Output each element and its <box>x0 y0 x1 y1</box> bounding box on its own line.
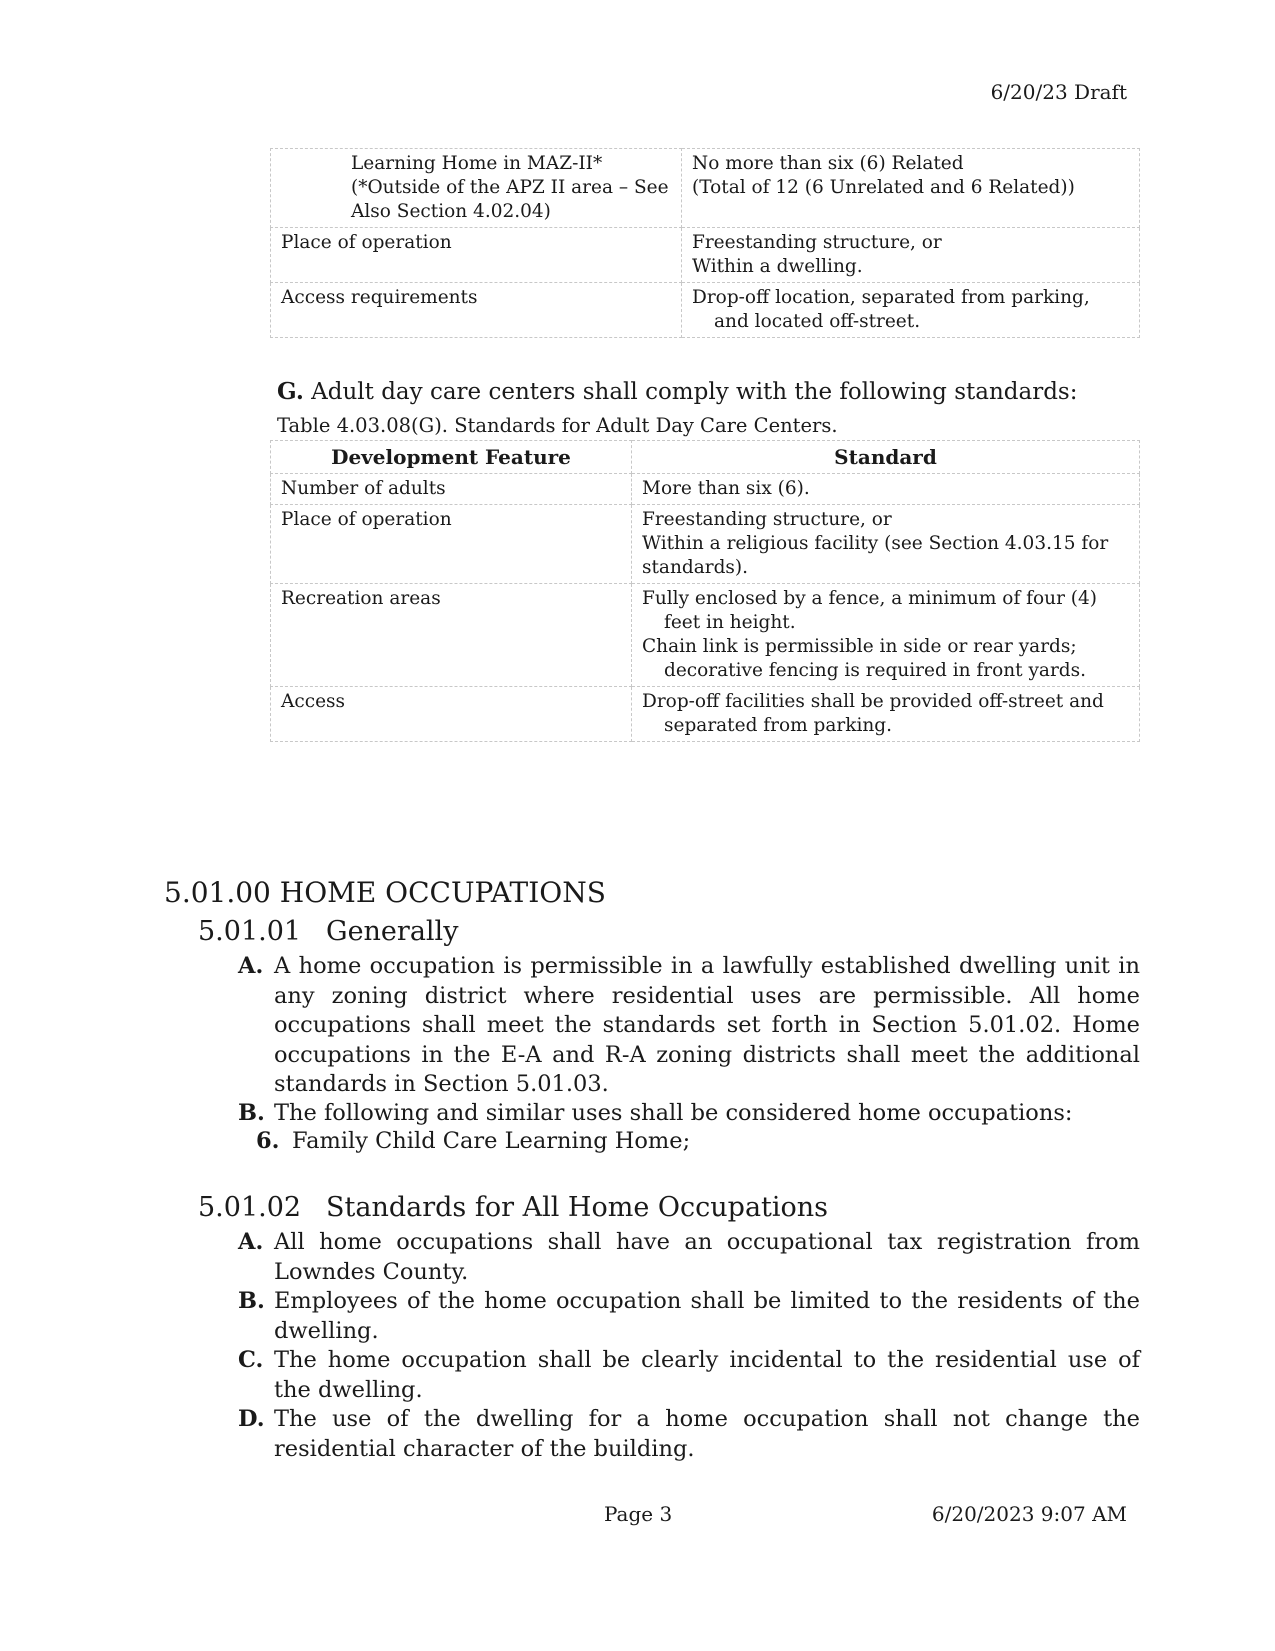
standard-line: Within a religious facility (see Section 4.03.15 for standards). <box>642 533 1109 578</box>
standard-line: Drop-off location, separated from parking, and located off-street. <box>692 287 1090 332</box>
column-header-feature: Development Feature <box>271 441 632 474</box>
standard-line: More than six (6). <box>642 478 810 499</box>
table-row <box>271 149 1140 228</box>
list-item <box>238 1346 1140 1405</box>
table-caption: Table 4.03.08(G). Standards for Adult Day Care Centers. <box>277 414 838 437</box>
table-cell-feature: Place of operation <box>271 505 632 584</box>
standard-line: Drop-off facilities shall be provided off-street and separated from parking. <box>642 691 1104 736</box>
table-row <box>271 687 1140 742</box>
standard-line: Chain link is permissible in side or rear yards; decorative fencing is required in front yards. <box>642 636 1087 681</box>
table-cell-feature: Place of operation <box>271 228 682 283</box>
table-cell-feature: Recreation areas <box>271 584 632 687</box>
footer-timestamp: 6/20/2023 9:07 AM <box>931 1502 1127 1526</box>
list-item <box>238 1287 1140 1346</box>
table-row <box>271 228 1140 283</box>
child-care-standards-table <box>270 148 1140 338</box>
draft-date-header: 6/20/23 Draft <box>990 80 1127 104</box>
table-cell-feature: Number of adults <box>271 474 632 505</box>
item-text: The home occupation shall be clearly incidental to the residential use of the dwelling. <box>274 1347 1140 1403</box>
list-item <box>238 1405 1140 1464</box>
section-title: 5.01.00 HOME OCCUPATIONS <box>164 876 606 909</box>
table-row <box>271 474 1140 505</box>
table-row <box>271 505 1140 584</box>
table-cell-standard <box>682 283 1140 338</box>
subsection-heading <box>198 916 458 947</box>
item-label: B. <box>238 1288 265 1314</box>
table-cell-standard <box>682 228 1140 283</box>
table-row <box>271 584 1140 687</box>
standard-line: Freestanding structure, or <box>642 509 892 530</box>
page-number: Page 3 <box>604 1502 673 1526</box>
item-label: 6. <box>256 1128 280 1154</box>
section-g-text: Adult day care centers shall comply with the following standards: <box>311 379 1078 405</box>
item-text: A home occupation is permissible in a lawfully established dwelling unit in any zoning district where residential uses are permissible. All home occupations shall meet the standards set forth in Section 5.01.02. Home occupations in the E-A and R-A zoning districts shall meet the additional standards in Section 5.01.03. <box>274 953 1140 1097</box>
table-header-row <box>271 441 1140 474</box>
subsection-heading <box>198 1192 828 1223</box>
item-label: A. <box>238 953 264 979</box>
item-label: D. <box>238 1406 265 1432</box>
table-cell-standard <box>632 584 1140 687</box>
table-row <box>271 283 1140 338</box>
list-item <box>238 1228 1140 1287</box>
item-text: All home occupations shall have an occupational tax registration from Lowndes County. <box>274 1229 1140 1285</box>
item-label: A. <box>238 1229 264 1255</box>
subsection-title: Standards for All Home Occupations <box>326 1192 829 1223</box>
item-text: Employees of the home occupation shall be limited to the residents of the dwelling. <box>274 1288 1140 1344</box>
standard-line: No more than six (6) Related <box>692 153 964 174</box>
list-item <box>238 952 1140 1100</box>
item-text: The use of the dwelling for a home occupation shall not change the residential character of the building. <box>274 1406 1140 1462</box>
section-g-statement <box>277 378 1077 405</box>
standard-line: (Total of 12 (6 Unrelated and 6 Related)) <box>692 177 1075 198</box>
item-text: The following and similar uses shall be considered home occupations: <box>274 1100 1073 1126</box>
standard-line: Within a dwelling. <box>692 256 863 277</box>
table-cell-feature: Access <box>271 687 632 742</box>
subsection-number: 5.01.02 <box>198 1192 302 1223</box>
table-cell-standard <box>632 687 1140 742</box>
table-cell-standard <box>632 474 1140 505</box>
subsection-number: 5.01.01 <box>198 916 302 947</box>
section-g-label: G. <box>277 378 304 405</box>
item-text: Family Child Care Learning Home; <box>292 1128 691 1154</box>
table-cell-standard <box>682 149 1140 228</box>
item-label: B. <box>238 1100 265 1126</box>
standard-line: Fully enclosed by a fence, a minimum of four (4) feet in height. <box>642 588 1098 633</box>
table-cell-standard <box>632 505 1140 584</box>
list-item <box>238 1099 1140 1129</box>
standard-line: Freestanding structure, or <box>692 232 942 253</box>
list-item <box>256 1128 690 1154</box>
column-header-standard: Standard <box>632 441 1140 474</box>
item-label: C. <box>238 1347 264 1373</box>
subsection-title: Generally <box>326 916 459 947</box>
table-cell-feature: Learning Home in MAZ-II* (*Outside of the APZ II area – See Also Section 4.02.04) <box>271 149 682 228</box>
table-cell-feature: Access requirements <box>271 283 682 338</box>
adult-day-care-standards-table <box>270 440 1140 742</box>
